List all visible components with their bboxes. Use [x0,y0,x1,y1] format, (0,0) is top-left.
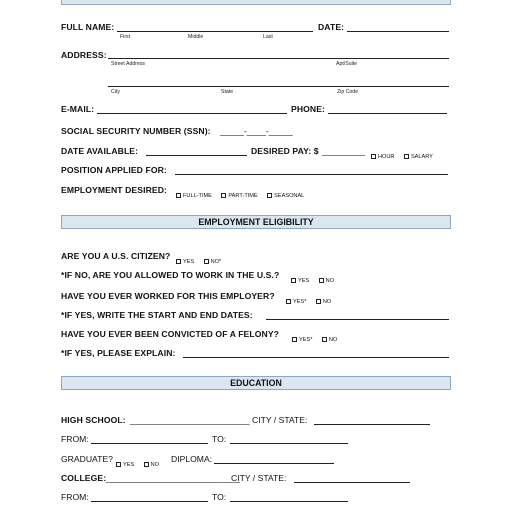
eligibility-heading: EMPLOYMENT ELIGIBILITY [61,215,451,229]
full-name-label: FULL NAME: [61,22,115,32]
citizen-options [173,251,223,269]
seasonal-label: SEASONAL [274,193,305,199]
hour-checkbox[interactable] [371,154,376,159]
hs-city-state-field[interactable] [314,424,430,425]
middle-sublabel: Middle [188,34,204,40]
college-label: COLLEGE: [61,473,107,483]
hs-to-label: TO: [212,434,227,444]
hs-city-state-label: CITY / STATE: [252,415,308,425]
graduate-no-option[interactable] [141,462,159,468]
college-to-field[interactable] [230,501,348,502]
college-city-state-field[interactable] [294,482,410,483]
date-available-label: DATE AVAILABLE: [61,146,139,156]
first-sublabel: First [120,34,131,40]
full-time-checkbox[interactable] [176,193,181,198]
education-heading: EDUCATION [61,376,451,390]
high-school-label: HIGH SCHOOL: [61,415,126,425]
college-field[interactable]: ____________________________ [106,473,240,483]
top-header-band [61,0,451,5]
graduate-yes-option[interactable] [113,462,134,468]
phone-label: PHONE: [291,104,326,114]
felony-no-label: NO [328,337,338,343]
email-label: E-MAIL: [61,104,95,114]
allowed-options [288,270,336,288]
worked-yes-checkbox[interactable] [286,299,291,304]
citizen-yes-checkbox[interactable] [176,259,181,264]
allowed-no-option[interactable] [316,278,334,284]
allowed-yes-option[interactable] [288,278,309,284]
graduate-label: GRADUATE? [61,454,113,464]
salary-option[interactable] [401,154,433,160]
college-city-state-label: CITY / STATE: [231,473,287,483]
college-from-field[interactable] [91,501,208,502]
felony-options [289,329,339,347]
address-label: ADDRESS: [61,50,107,60]
last-sublabel: Last [263,34,273,40]
street-address-field[interactable] [108,58,449,59]
hs-from-label: FROM: [61,434,89,444]
salary-checkbox[interactable] [404,154,409,159]
felony-yes-option[interactable] [289,337,312,343]
citizen-question: ARE YOU A U.S. CITIZEN? [61,251,171,261]
citizen-yes-option[interactable] [173,259,194,265]
worked-no-label: NO [322,299,332,305]
worked-yes-option[interactable] [283,299,306,305]
position-label: POSITION APPLIED FOR: [61,165,167,175]
worked-options [283,291,333,309]
zip-code-sublabel: Zip Code [337,89,359,95]
citizen-no-option[interactable] [201,259,222,265]
ssn-label: SOCIAL SECURITY NUMBER (SSN): [61,126,211,136]
position-field[interactable] [175,174,448,175]
city-state-zip-field[interactable] [108,86,449,87]
employment-desired-label: EMPLOYMENT DESIRED: [61,185,167,195]
felony-yes-label: YES* [299,337,313,343]
dates-field[interactable] [266,319,449,320]
part-time-checkbox[interactable] [221,193,226,198]
dates-question: *IF YES, WRITE THE START AND END DATES: [61,310,253,320]
explain-question: *IF YES, PLEASE EXPLAIN: [61,348,176,358]
full-time-option[interactable] [173,193,212,199]
allowed-no-label: NO [325,278,335,284]
felony-no-option[interactable] [319,337,337,343]
worked-question: HAVE YOU EVER WORKED FOR THIS EMPLOYER? [61,291,275,301]
worked-no-option[interactable] [313,299,331,305]
date-label: DATE: [318,22,345,32]
city-sublabel: City [111,89,120,95]
graduate-no-checkbox[interactable] [144,462,149,467]
state-sublabel: State [221,89,234,95]
seasonal-option[interactable] [264,193,304,199]
college-from-label: FROM: [61,492,89,502]
part-time-option[interactable] [218,193,257,199]
desired-pay-label: DESIRED PAY: $ [251,146,319,156]
graduate-yes-checkbox[interactable] [116,462,121,467]
worked-yes-label: YES* [293,299,307,305]
hs-from-field[interactable] [91,443,208,444]
felony-yes-checkbox[interactable] [292,337,297,342]
employment-options [173,185,306,203]
worked-no-checkbox[interactable] [316,299,321,304]
hour-option[interactable] [368,154,394,160]
phone-field[interactable] [328,113,447,114]
email-field[interactable] [97,113,287,114]
ssn-field[interactable]: _____-____-_____ [220,126,293,136]
explain-field[interactable] [183,357,449,358]
citizen-no-checkbox[interactable] [204,259,209,264]
full-name-field[interactable] [117,31,313,32]
diploma-label: DIPLOMA: [171,454,213,464]
full-time-label: FULL-TIME [183,193,212,199]
hour-label: HOUR [378,154,395,160]
citizen-no-label: NO* [210,259,222,265]
graduate-options [113,454,161,472]
allowed-yes-label: YES [298,278,310,284]
date-available-field[interactable] [146,155,247,156]
felony-question: HAVE YOU EVER BEEN CONVICTED OF A FELONY? [61,329,280,339]
seasonal-checkbox[interactable] [267,193,272,198]
citizen-yes-label: YES [183,259,195,265]
hs-to-field[interactable] [230,443,348,444]
college-to-label: TO: [212,492,227,502]
graduate-no-label: NO [150,462,160,468]
allowed-no-checkbox[interactable] [319,278,324,283]
allowed-question: *IF NO, ARE YOU ALLOWED TO WORK IN THE U.S.? [61,270,280,280]
date-field[interactable] [347,31,449,32]
pay-options [368,146,435,164]
part-time-label: PART-TIME [228,193,258,199]
desired-pay-field[interactable]: _________ [322,146,366,156]
apt-suite-sublabel: Apt/Suite [336,61,358,67]
diploma-field[interactable] [214,463,334,464]
salary-label: SALARY [410,154,433,160]
allowed-yes-checkbox[interactable] [291,278,296,283]
graduate-yes-label: YES [123,462,135,468]
high-school-field[interactable]: _________________________ [130,415,250,425]
street-address-sublabel: Street Address [111,61,146,67]
felony-no-checkbox[interactable] [322,337,327,342]
